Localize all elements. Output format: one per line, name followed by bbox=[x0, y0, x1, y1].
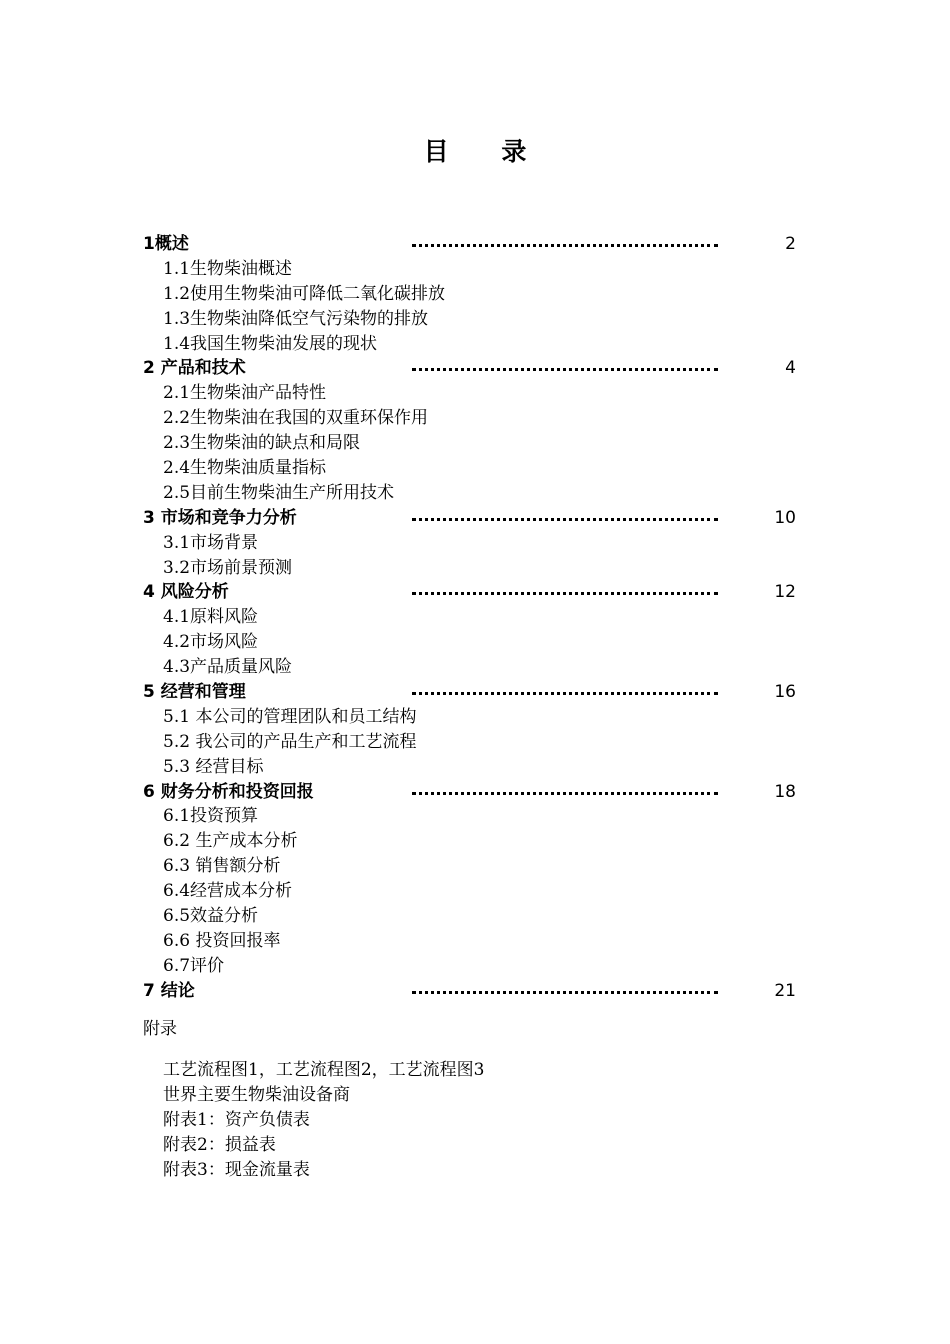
toc-section-row[interactable] bbox=[0, 705, 950, 730]
toc-section-row[interactable] bbox=[0, 381, 950, 406]
toc-dot-leader bbox=[412, 592, 718, 595]
toc-page-number: 18 bbox=[774, 781, 796, 802]
toc-section-row[interactable] bbox=[0, 655, 950, 680]
toc-section-row[interactable] bbox=[0, 456, 950, 481]
toc-section-label: 3.2市场前景预测 bbox=[163, 557, 293, 578]
toc-chapter-label: 6 财务分析和投资回报 bbox=[143, 781, 314, 802]
toc-section-row[interactable] bbox=[0, 406, 950, 431]
table-of-contents bbox=[0, 232, 950, 1004]
toc-section-label: 2.1生物柴油产品特性 bbox=[163, 383, 327, 404]
toc-section-label: 6.3 销售额分析 bbox=[163, 856, 281, 877]
toc-section-label: 4.1原料风险 bbox=[163, 607, 259, 628]
toc-section-label: 1.4我国生物柴油发展的现状 bbox=[163, 333, 378, 354]
toc-section-row[interactable] bbox=[0, 755, 950, 780]
toc-section-label: 6.7评价 bbox=[163, 955, 225, 976]
toc-section-row[interactable] bbox=[0, 282, 950, 307]
toc-section-row[interactable] bbox=[0, 332, 950, 357]
appendix-item: 工艺流程图1，工艺流程图2，工艺流程图3 bbox=[163, 1060, 485, 1080]
toc-page-number: 21 bbox=[774, 980, 796, 1001]
toc-section-row[interactable] bbox=[0, 954, 950, 979]
toc-section-row[interactable] bbox=[0, 829, 950, 854]
toc-chapter-row[interactable] bbox=[0, 979, 950, 1004]
appendix-item: 世界主要生物柴油设备商 bbox=[163, 1084, 350, 1105]
toc-page-number: 4 bbox=[785, 358, 796, 379]
toc-chapter-label: 7 结论 bbox=[143, 980, 195, 1001]
toc-dot-leader bbox=[412, 692, 718, 695]
toc-section-label: 1.2使用生物柴油可降低二氧化碳排放 bbox=[163, 283, 446, 304]
toc-chapter-label: 3 市场和竞争力分析 bbox=[143, 507, 297, 528]
toc-chapter-label: 4 风险分析 bbox=[143, 582, 229, 603]
toc-section-row[interactable] bbox=[0, 307, 950, 332]
toc-section-row[interactable] bbox=[0, 431, 950, 456]
toc-section-row[interactable] bbox=[0, 257, 950, 282]
toc-section-label: 6.6 投资回报率 bbox=[163, 930, 281, 951]
toc-section-label: 1.1生物柴油概述 bbox=[163, 258, 293, 279]
toc-section-label: 2.3生物柴油的缺点和局限 bbox=[163, 433, 361, 454]
toc-section-label: 2.5目前生物柴油生产所用技术 bbox=[163, 482, 395, 503]
toc-chapter-label: 5 经营和管理 bbox=[143, 682, 246, 703]
toc-dot-leader bbox=[412, 792, 718, 795]
appendix-heading: 附录 bbox=[143, 1019, 177, 1039]
toc-section-label: 2.2生物柴油在我国的双重环保作用 bbox=[163, 408, 429, 429]
toc-section-row[interactable] bbox=[0, 804, 950, 829]
toc-dot-leader bbox=[412, 518, 718, 521]
toc-section-label: 6.2 生产成本分析 bbox=[163, 831, 298, 852]
toc-page-number: 2 bbox=[785, 234, 796, 254]
toc-section-label: 4.2市场风险 bbox=[163, 632, 259, 653]
toc-dot-leader bbox=[412, 368, 718, 371]
toc-dot-leader bbox=[412, 244, 718, 247]
toc-page-number: 16 bbox=[774, 682, 796, 703]
toc-section-label: 1.3生物柴油降低空气污染物的排放 bbox=[163, 308, 429, 329]
toc-section-row[interactable] bbox=[0, 904, 950, 929]
toc-section-label: 5.1 本公司的管理团队和员工结构 bbox=[163, 706, 417, 727]
toc-section-label: 6.4经营成本分析 bbox=[163, 881, 293, 902]
toc-page-number: 12 bbox=[774, 582, 796, 603]
appendix-item: 附表2：损益表 bbox=[163, 1134, 276, 1155]
toc-chapter-row[interactable] bbox=[0, 780, 950, 805]
toc-chapter-row[interactable] bbox=[0, 506, 950, 531]
page-title: 目 录 bbox=[423, 137, 549, 166]
toc-section-label: 6.1投资预算 bbox=[163, 806, 259, 827]
toc-chapter-row[interactable] bbox=[0, 232, 950, 257]
toc-page-number: 10 bbox=[774, 507, 796, 528]
toc-chapter-row[interactable] bbox=[0, 356, 950, 381]
toc-section-row[interactable] bbox=[0, 879, 950, 904]
toc-section-row[interactable] bbox=[0, 730, 950, 755]
toc-section-row[interactable] bbox=[0, 481, 950, 506]
toc-section-label: 5.2 我公司的产品生产和工艺流程 bbox=[163, 731, 417, 752]
toc-chapter-row[interactable] bbox=[0, 580, 950, 605]
toc-section-row[interactable] bbox=[0, 929, 950, 954]
toc-section-label: 5.3 经营目标 bbox=[163, 756, 264, 777]
toc-dot-leader bbox=[412, 991, 718, 994]
toc-section-row[interactable] bbox=[0, 605, 950, 630]
toc-section-row[interactable] bbox=[0, 854, 950, 879]
appendix-item: 附表1：资产负债表 bbox=[163, 1109, 310, 1130]
toc-section-row[interactable] bbox=[0, 556, 950, 581]
toc-section-row[interactable] bbox=[0, 630, 950, 655]
toc-section-label: 3.1市场背景 bbox=[163, 532, 259, 553]
toc-chapter-row[interactable] bbox=[0, 680, 950, 705]
toc-section-label: 2.4生物柴油质量指标 bbox=[163, 458, 327, 479]
toc-section-row[interactable] bbox=[0, 531, 950, 556]
toc-chapter-label: 1概述 bbox=[143, 234, 189, 254]
toc-chapter-label: 2 产品和技术 bbox=[143, 358, 246, 379]
toc-section-label: 4.3产品质量风险 bbox=[163, 657, 293, 678]
appendix-item: 附表3：现金流量表 bbox=[163, 1159, 310, 1180]
toc-section-label: 6.5效益分析 bbox=[163, 906, 259, 927]
appendix-list bbox=[163, 1058, 484, 1182]
